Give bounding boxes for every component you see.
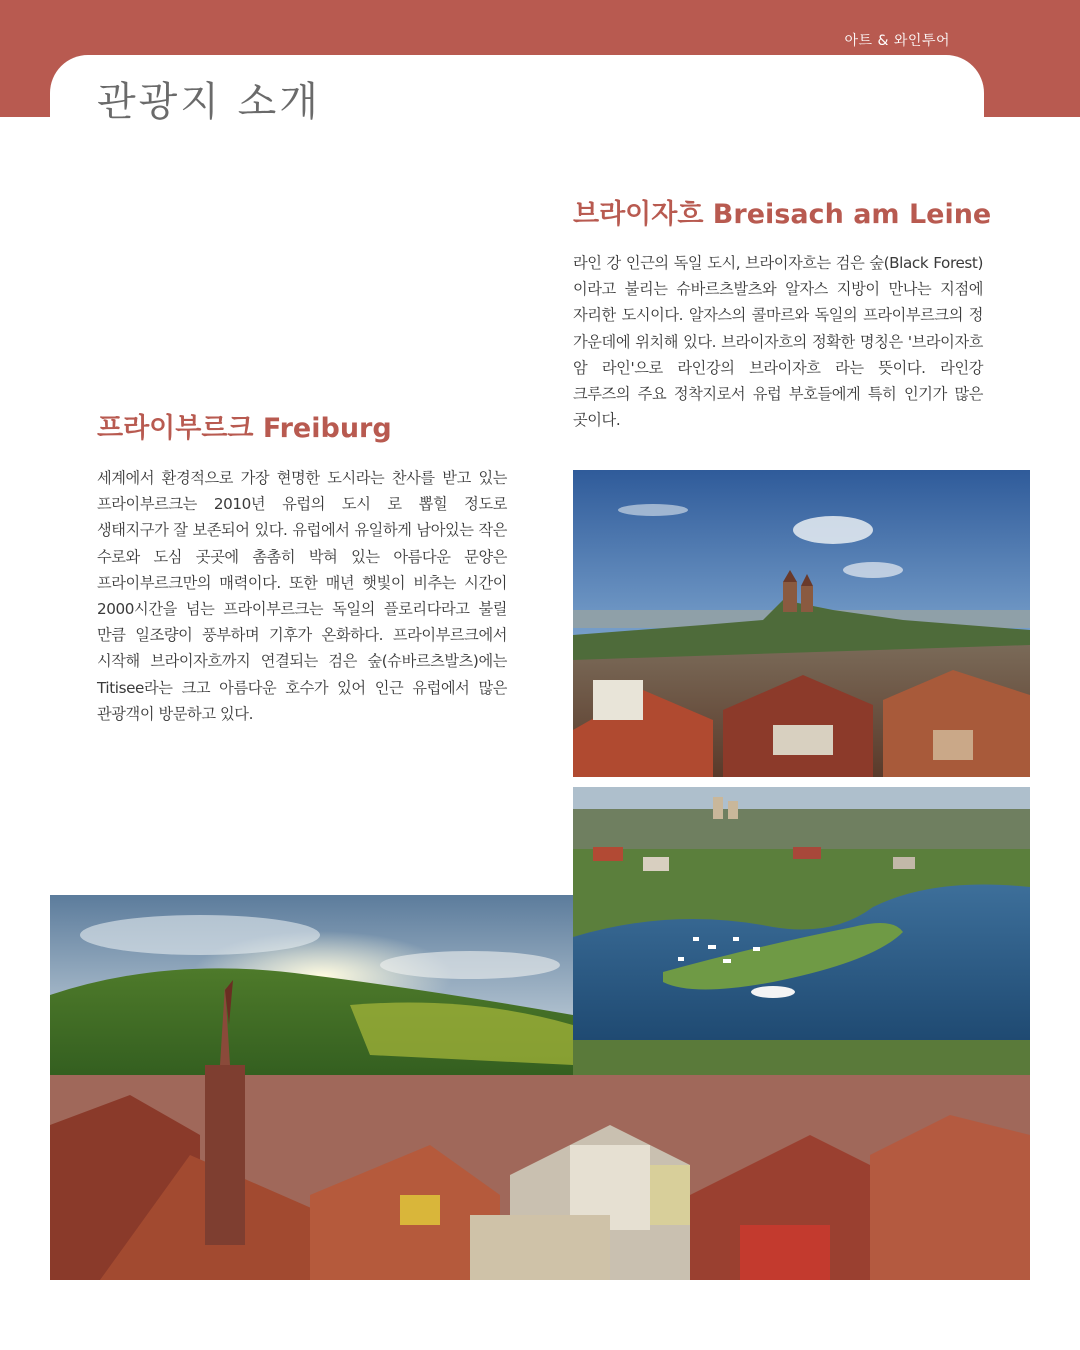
breisach-title: 브라이자흐 Breisach am Leine xyxy=(573,199,992,230)
freiburg-description: 세계에서 환경적으로 가장 현명한 도시라는 찬사를 받고 있는 프라이부르크는 2010년 유럽의 도시 로 뽑힐 정도로 생태지구가 잘 보존되어 있다. 유럽에서 유일하게 남아있는 작은 수로와 도심 곳곳에 촘촘히 박혀 있는 아름다운 문양은 프라이부르크만의 매력이다. 또한 매년 햇빛이 비추는 시간이 2000시간을 넘는 프라이부르크는 독일의 플로리다라고 불릴 만큼 일조량이 풍부하며 기후가 온화하다. 프라이부르크에서 시작해 브라이자흐까지 연결되는 검은 숲(슈바르츠발츠)에는 Titisee라는 크고 아름다운 호수가 있어 인근 유럽에서 많은 관광객이 방문하고 있다. xyxy=(97,469,507,723)
freiburg-panorama-photo xyxy=(50,895,1030,1280)
page-title: 관광지 소개 xyxy=(97,79,321,125)
breisach-description: 라인 강 인근의 독일 도시, 브라이자흐는 검은 숲(Black Forest)이라고 불리는 슈바르츠발츠와 알자스 지방이 만나는 지점에 자리한 도시이다. 알자스의 콜마르와 독일의 프라이부르크의 정 가운데에 위치해 있다. 브라이자흐의 정확한 명칭은 '브라이자흐 암 라인'으로 라인강의 브라이자흐 라는 뜻이다. 라인강 크루즈의 주요 정착지로서 유럽 부호들에게 특히 인기가 많은 곳이다. xyxy=(573,254,983,430)
freiburg-title: 프라이부르크 Freiburg xyxy=(97,413,392,444)
breisach-town-photo xyxy=(573,470,1030,777)
category-label: 아트 & 와인투어 xyxy=(844,33,950,49)
